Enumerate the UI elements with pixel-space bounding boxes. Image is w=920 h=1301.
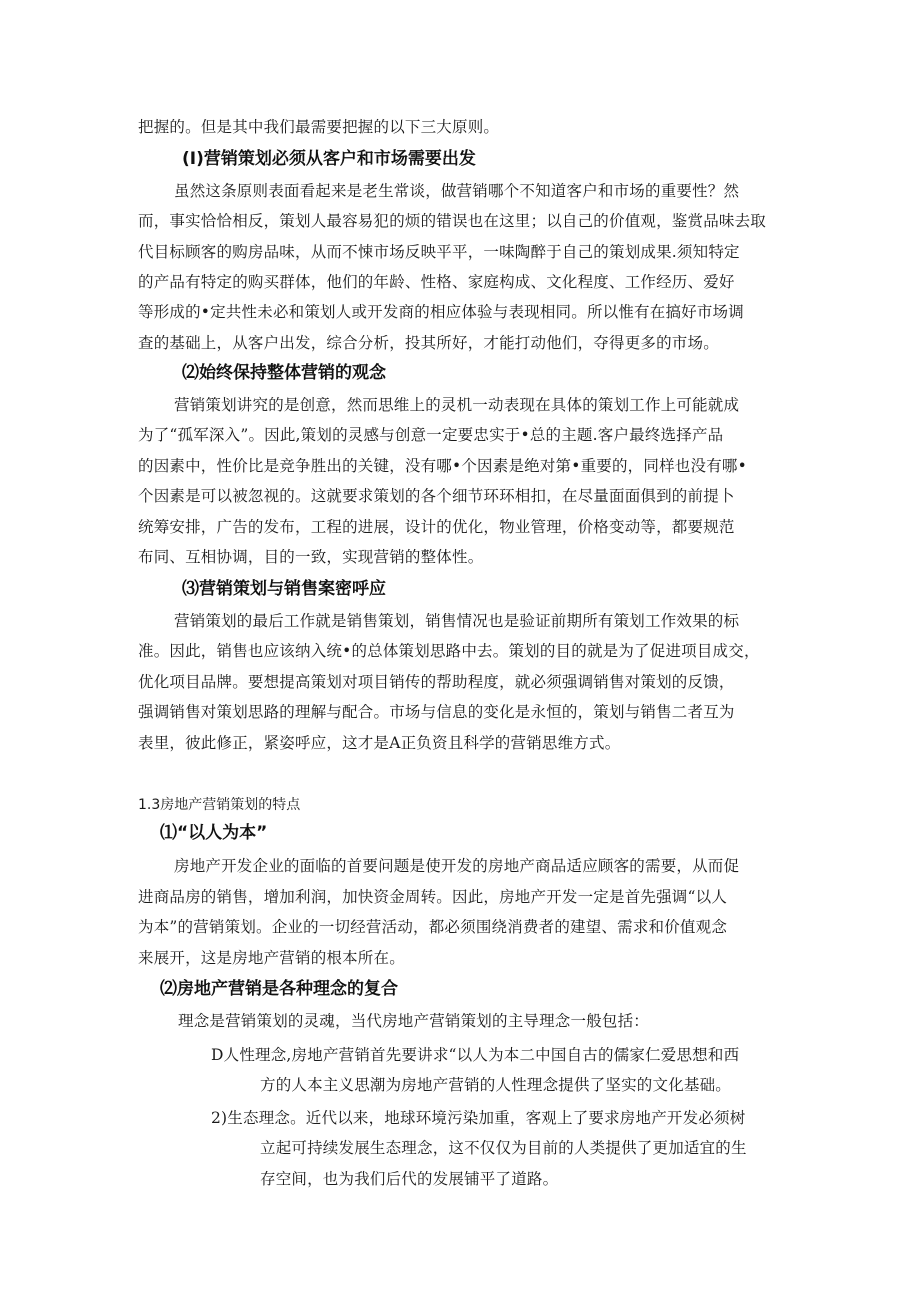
paragraph-line: 为了“孤军深入”。因此,策划的灵感与创意一定要忠实于•总的主题.客户最终选择产品 — [138, 426, 724, 444]
paragraph-line: 统筹安排，广告的发布，工程的进展，设计的优化，物业管理，价格变动等，都要规范 — [138, 518, 735, 536]
paragraph-line: 个因素是可以被忽视的。这就要求策划的各个细节环环相扣，在尽量面面俱到的前提卜 — [138, 487, 735, 505]
heading-principle-1: (I)营销策划必须从客户和市场需要出发 — [182, 149, 476, 169]
list-item-line: 2)生态理念。近代以来，地球环境污染加重，客观上了要求房地产开发必须树 — [211, 1109, 746, 1127]
paragraph-line: 准。因此，销售也应该纳入统•的总体策划思路中去。策划的目的就是为了促进项目成交， — [138, 642, 760, 660]
paragraph-line: 营销策划的最后工作就是销售策划，销售情况也是验证前期所有策划工作效果的标 — [174, 612, 740, 630]
paragraph-line: 布同、互相协调，目的一致，实现营销的整体性。 — [138, 548, 484, 566]
paragraph-line: 表里，彼此修正，紧姿呼应，这才是A正负资且科学的营销思维方式。 — [138, 734, 621, 752]
paragraph-line: 理念是营销策划的灵魂，当代房地产营销策划的主导理念一般包括： — [178, 1012, 650, 1030]
heading-feature-1: ⑴“以人为本” — [160, 823, 268, 843]
paragraph-line: 等形成的•定共性未必和策划人或开发商的相应体验与表现相同。所以惟有在搞好市场调 — [138, 303, 744, 321]
section-heading-1-3: 1.3房地产营销策划的特点 — [138, 797, 301, 813]
paragraph-line: 代目标顾客的购房品味，从而不悚市场反映平平，一味陶醉于自己的策划成果.须知特定 — [138, 243, 740, 261]
paragraph-line: 进商品房的销售，增加利润，加快资金周转。因此，房地产开发一定是首先强调“以人 — [138, 888, 728, 906]
paragraph-line: 房地产开发企业的面临的首要问题是使开发的房地产商品适应顾客的需要，从而促 — [174, 857, 740, 875]
heading-feature-2: ⑵房地产营销是各种理念的复合 — [160, 979, 398, 999]
paragraph-line: 强调销售对策划思路的理解与配合。市场与信息的变化是永恒的，策划与销售二者互为 — [138, 703, 735, 721]
paragraph-line: 优化项目品牌。要想提高策划对项目销传的帮助程度，就必须强调销售对策划的反馈， — [138, 673, 735, 691]
paragraph-line: 虽然这条原则表面看起来是老生常谈，做营销哪个不知道客户和市场的重要性？然 — [174, 182, 740, 200]
list-item-line: 存空间，也为我们后代的发展铺平了道路。 — [260, 1170, 559, 1188]
list-item-line: 方的人本主义思潮为房地产营销的人性理念提供了坚实的文化基础。 — [260, 1076, 732, 1094]
paragraph-line: 查的基础上，从客户出发，综合分析，投其所好，才能打动他们，夺得更多的市场。 — [138, 334, 719, 352]
list-item-line: D人性理念,房地产营销首先要讲求“以人为本二中国自古的儒家仁爱思想和西 — [211, 1046, 740, 1064]
paragraph-line: 的因素中，性价比是竞争胜出的关键，没有哪•个因素是绝对第•重要的，同样也没有哪• — [138, 457, 747, 475]
heading-principle-3: ⑶营销策划与销售案密呼应 — [182, 579, 386, 599]
paragraph-line: 来展开，这是房地产营销的根本所在。 — [138, 949, 405, 967]
heading-principle-2: ⑵始终保持整体营销的观念 — [182, 363, 386, 383]
list-item-line: 立起可持续发展生态理念，这不仅仅为目前的人类提供了更加适宜的生 — [260, 1139, 747, 1157]
paragraph-line: 为本”的营销策划。企业的一切经营活动，都必须围绕消费者的建望、需求和价值观念 — [138, 918, 728, 936]
paragraph-line: 而，事实恰恰相反，策划人最容易犯的烦的错误也在这里；以自己的价值观，鉴赏品味去取 — [138, 212, 767, 230]
paragraph-line: 把握的。但是其中我们最需要把握的以下三大原则。 — [138, 118, 500, 136]
paragraph-line: 的产品有特定的购买群体，他们的年龄、性格、家庭构成、文化程度、工作经历、爱好 — [138, 273, 735, 291]
paragraph-line: 营销策划讲究的是创意，然而思维上的灵机一动表现在具体的策划工作上可能就成 — [174, 396, 740, 414]
